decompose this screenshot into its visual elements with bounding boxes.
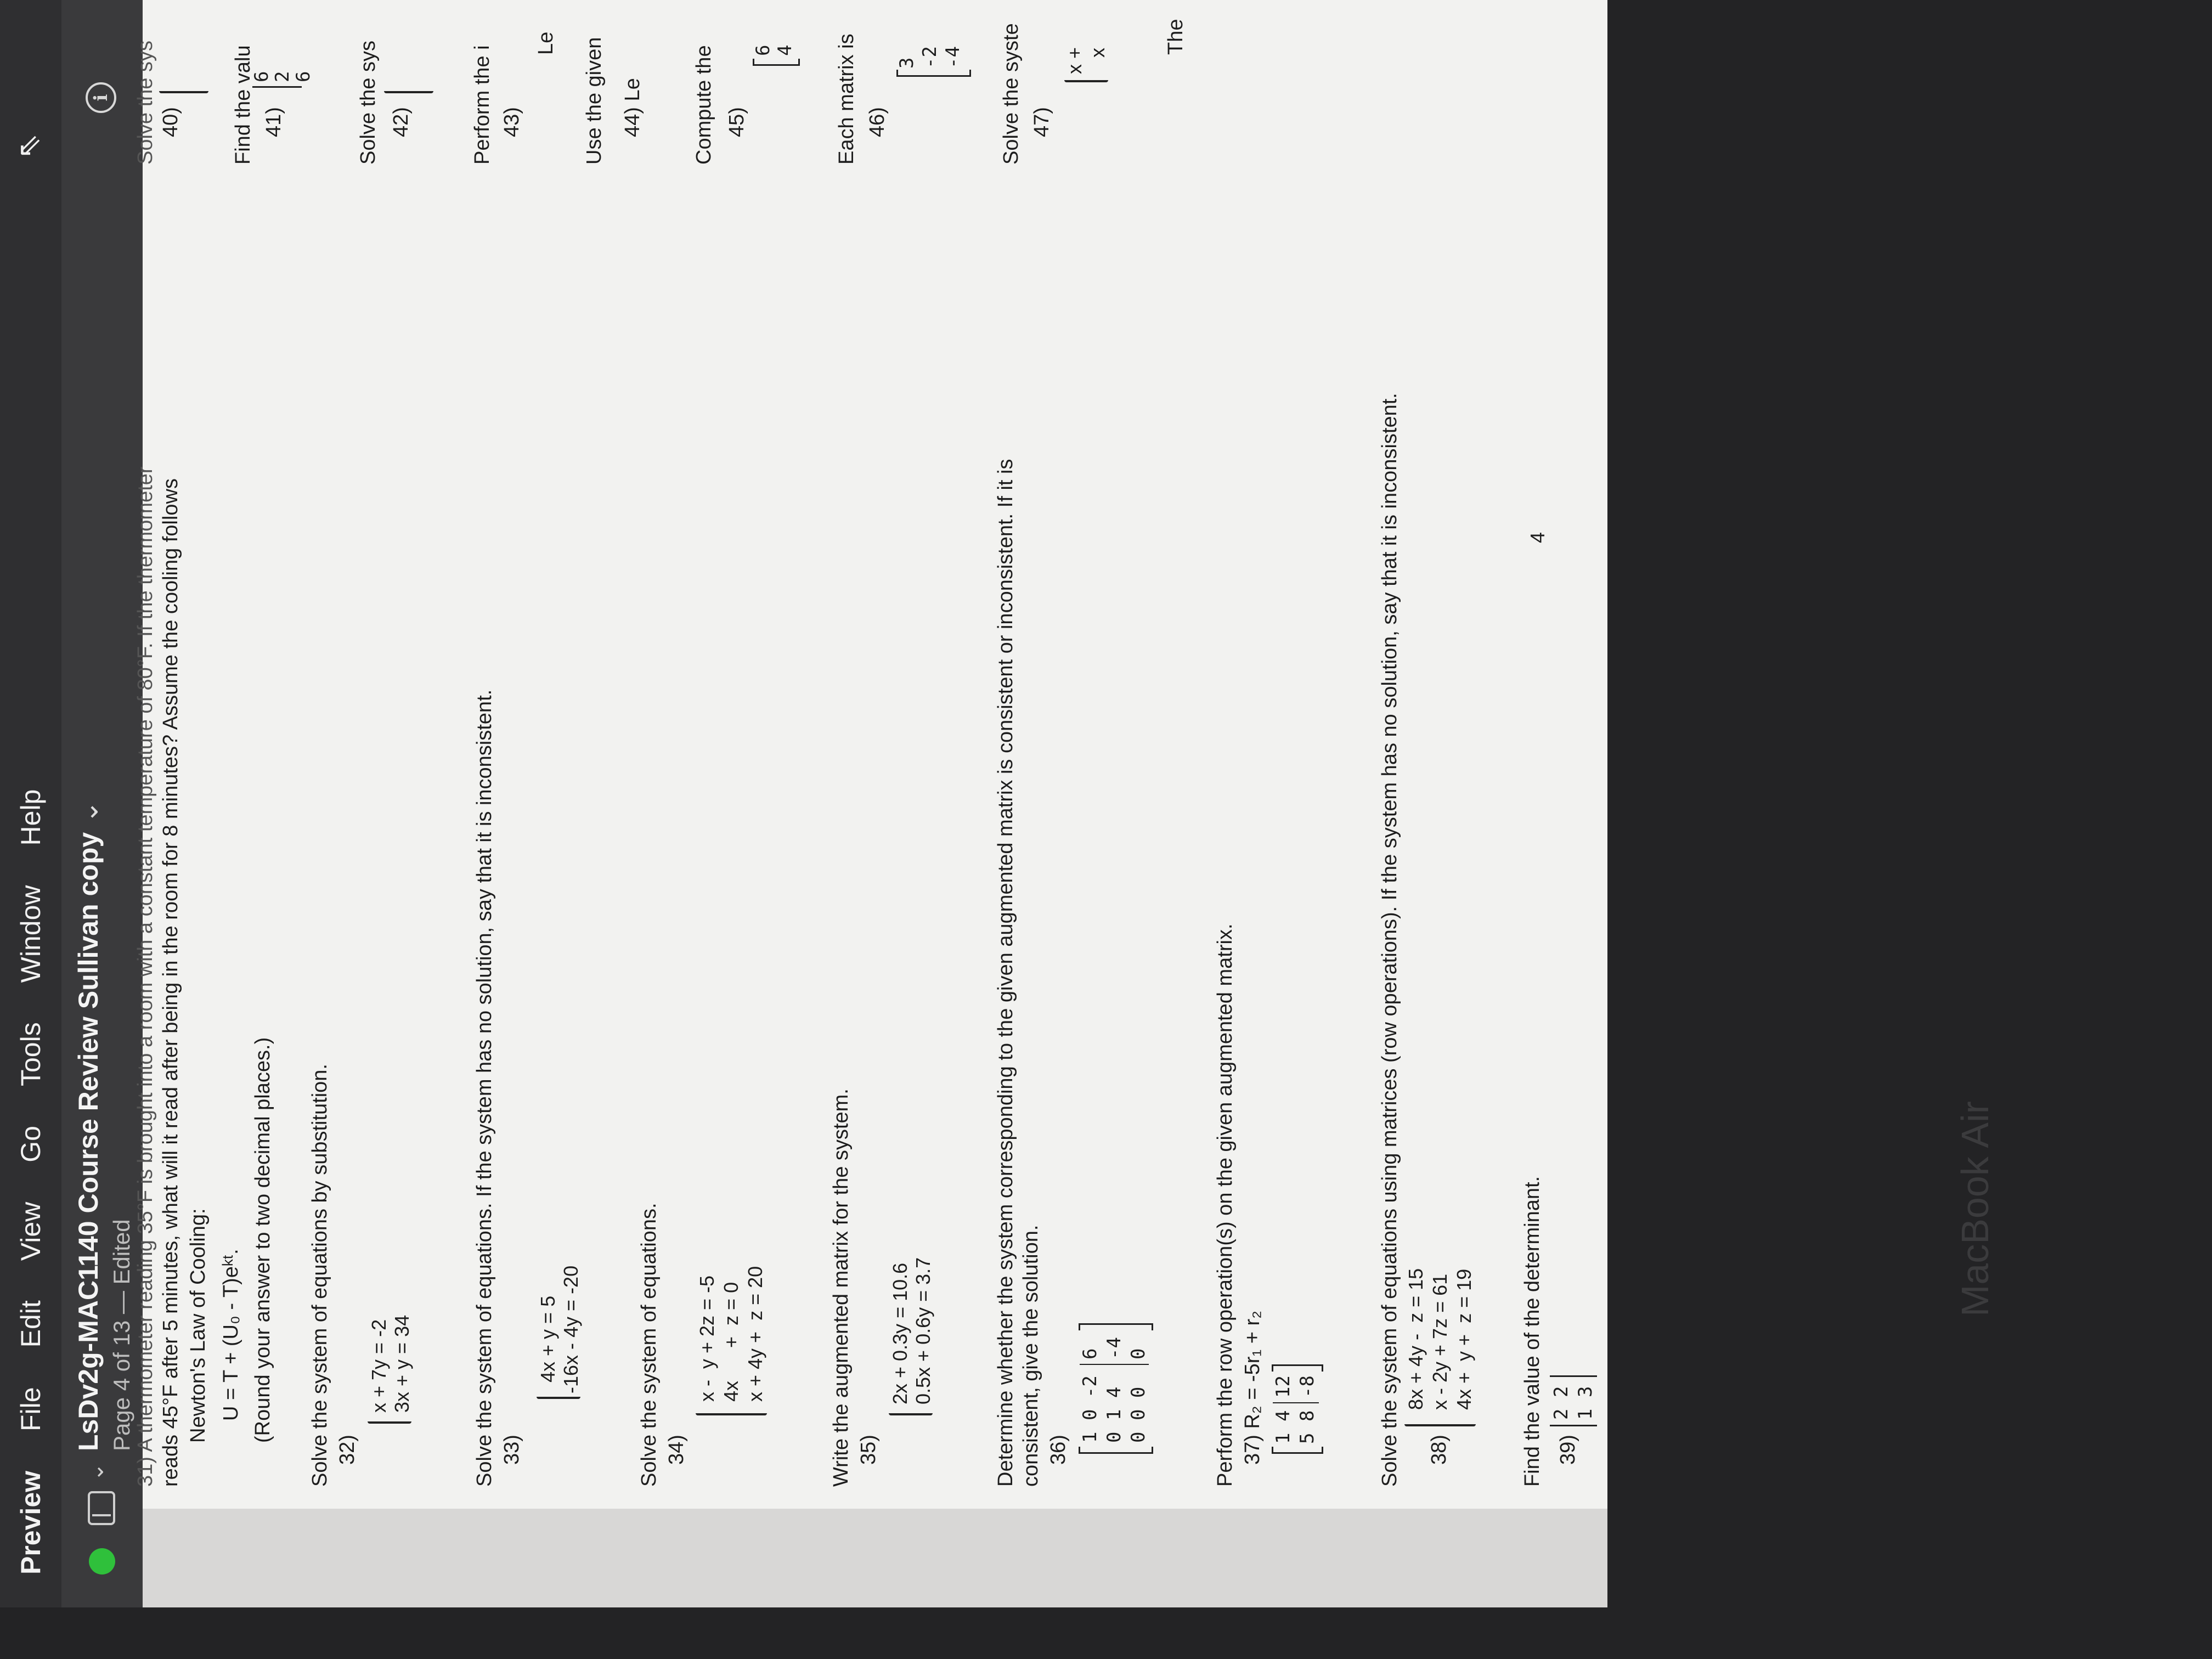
q34-equation-1: x - y + 2z = -5 bbox=[696, 1275, 718, 1402]
q37-row-2: 5 8 bbox=[1296, 1410, 1318, 1444]
q31-rounding-note: (Round your answer to two decimal places.) bbox=[251, 1037, 274, 1443]
q32-equation-1: x + 7y = -2 bbox=[368, 1319, 390, 1413]
col2-q46-cut-2: -2 bbox=[919, 46, 941, 69]
q32-number: 32) bbox=[336, 1435, 359, 1465]
q33-brace bbox=[537, 1397, 580, 1399]
col2-q40-number: 40) bbox=[159, 107, 182, 137]
col2-compute: Compute the bbox=[692, 45, 715, 165]
q33-equation-2: -16x - 4y = -20 bbox=[560, 1265, 582, 1393]
menu-window[interactable]: Window bbox=[15, 885, 46, 983]
q37-rhs-1: 12 bbox=[1272, 1375, 1294, 1398]
col2-q47-brace bbox=[1064, 80, 1108, 82]
col2-use-given: Use the given bbox=[583, 37, 606, 165]
q34-brace bbox=[696, 1413, 767, 1415]
q36-row-3: 0 0 0 bbox=[1127, 1386, 1149, 1443]
section-36-instructions-2: consistent, give the solution. bbox=[1019, 1224, 1042, 1487]
q31-text-2: Newton's Law of Cooling: bbox=[187, 1208, 210, 1443]
q39-bar-right bbox=[1550, 1375, 1597, 1377]
col2-q41-cut-2: 2 bbox=[272, 71, 294, 82]
q34-equation-3: x + 4y + z = 20 bbox=[744, 1266, 766, 1402]
q39-row-2: 1 3 bbox=[1575, 1386, 1596, 1420]
q35-number: 35) bbox=[857, 1435, 880, 1465]
col2-each-matrix: Each matrix is bbox=[835, 33, 858, 165]
q31-text: reads 45°F after 5 minutes, what will it read after being in the room for 8 minutes? Assume the cooling follows bbox=[159, 478, 182, 1487]
col2-q41-cut-1: 6 bbox=[251, 71, 273, 82]
col2-perform: Perform the i bbox=[471, 45, 494, 165]
col2-q41-number: 41) bbox=[262, 107, 285, 137]
col2-le-cut: Le bbox=[534, 31, 557, 55]
q32-brace bbox=[368, 1421, 411, 1424]
document-title-text: LsDv2g-MAC1140 Course Review Sullivan copy bbox=[73, 832, 104, 1451]
q37-rhs-2: -8 bbox=[1296, 1375, 1318, 1398]
document-subtitle: Page 4 of 13 — Edited bbox=[109, 1219, 134, 1451]
q34-number: 34) bbox=[665, 1435, 688, 1465]
col2-q47-cut-1: x + bbox=[1063, 47, 1086, 74]
mouse-pointer-icon: ⇖ bbox=[11, 133, 46, 159]
section-38-instructions: Solve the system of equations using matrices (row operations). If the system has no solution, say that it is inconsistent. bbox=[1378, 393, 1401, 1487]
q37-bracket-left bbox=[1272, 1447, 1323, 1454]
col2-q47-cut-2: x bbox=[1086, 48, 1109, 58]
col2-q46-number: 46) bbox=[866, 107, 889, 137]
menu-bar bbox=[0, 0, 61, 1607]
menu-help[interactable]: Help bbox=[15, 789, 46, 846]
col2-q41-cut-3: 6 bbox=[292, 71, 314, 82]
q39-row-1: 2 2 bbox=[1550, 1386, 1572, 1420]
document-title[interactable] bbox=[72, 800, 104, 1451]
q31-text-cut: 31) A thermometer reading 35°F is brought into a room with a constant temperature of 80°F. If the thermometer bbox=[134, 466, 157, 1487]
sidebar-toggle-icon[interactable] bbox=[88, 1491, 115, 1525]
menu-view[interactable]: View bbox=[15, 1201, 46, 1261]
col2-q42-number: 42) bbox=[390, 107, 413, 137]
col2-q46-cut-3: -4 bbox=[942, 46, 964, 69]
sidebar-chevron-icon[interactable]: ⌄ bbox=[84, 1463, 108, 1481]
col2-solve-system: Solve the sys bbox=[357, 41, 380, 165]
q39-bar-left bbox=[1550, 1425, 1597, 1426]
section-36-instructions: Determine whether the system corresponding to the given augmented matrix is consistent or inconsistent. If it is bbox=[994, 459, 1017, 1487]
col2-q40-brace bbox=[159, 91, 208, 93]
zoom-window-button[interactable] bbox=[89, 1548, 115, 1575]
q36-bracket-right bbox=[1079, 1323, 1153, 1330]
q38-equation-1: 8x + 4y - z = 15 bbox=[1404, 1268, 1427, 1410]
col2-q43-number: 43) bbox=[500, 107, 523, 137]
col2-solve-system-2: Solve the syste bbox=[1000, 23, 1023, 165]
q37-number: 37) R₂ = -5r₁ + r₂ bbox=[1241, 1311, 1264, 1465]
q36-row-2: 0 1 4 bbox=[1103, 1386, 1125, 1443]
q35-equation-1: 2x + 0.3y = 10.6 bbox=[889, 1262, 911, 1404]
menu-tools[interactable]: Tools bbox=[15, 1022, 46, 1087]
menu-go[interactable]: Go bbox=[15, 1126, 46, 1163]
col2-q45-bracket bbox=[753, 59, 800, 66]
col2-q44-number: 44) Le bbox=[621, 78, 644, 137]
menu-edit[interactable]: Edit bbox=[15, 1300, 46, 1348]
q35-equation-2: 0.5x + 0.6y = 3.7 bbox=[912, 1257, 934, 1404]
title-chevron-icon[interactable]: ⌄ bbox=[73, 800, 104, 823]
col2-find-value: Find the valu bbox=[232, 45, 255, 165]
col2-heading-cut: Solve the sys bbox=[134, 41, 157, 165]
q35-brace bbox=[889, 1413, 933, 1415]
q36-number: 36) bbox=[1047, 1435, 1070, 1465]
q36-bracket-left bbox=[1079, 1447, 1153, 1454]
q36-rhs-3: 0 bbox=[1127, 1348, 1149, 1359]
info-icon[interactable]: i bbox=[86, 82, 116, 113]
q36-rhs-1: 6 bbox=[1079, 1348, 1101, 1359]
q38-equation-3: 4x + y + z = 19 bbox=[1453, 1268, 1475, 1410]
col2-q46-bracket bbox=[896, 70, 971, 77]
section-39-instructions: Find the value of the determinant. bbox=[1521, 1176, 1544, 1487]
document-page bbox=[134, 0, 1607, 1509]
col2-q45-cut-1: 6 bbox=[752, 44, 774, 56]
q37-row-1: 1 4 bbox=[1272, 1410, 1294, 1444]
section-34-instructions: Solve the system of equations. bbox=[637, 1203, 661, 1487]
q37-bracket-right bbox=[1272, 1364, 1323, 1372]
window-title-bar bbox=[61, 0, 143, 1607]
section-35-instructions: Write the augmented matrix for the system. bbox=[830, 1088, 853, 1487]
col2-q45-cut-2: 4 bbox=[774, 44, 796, 56]
q38-number: 38) bbox=[1427, 1435, 1451, 1465]
q38-equation-2: x - 2y + 7z = 61 bbox=[1429, 1273, 1451, 1410]
q39-number: 39) bbox=[1556, 1435, 1579, 1465]
q38-brace bbox=[1404, 1424, 1476, 1426]
col2-the-cut: The bbox=[1164, 19, 1187, 55]
col2-q47-number: 47) bbox=[1030, 107, 1053, 137]
q32-equation-2: 3x + y = 34 bbox=[391, 1314, 413, 1413]
q33-equation-1: 4x + y = 5 bbox=[537, 1295, 559, 1383]
q37-divider bbox=[1273, 1402, 1319, 1403]
q34-equation-2: 4x + z = 0 bbox=[720, 1282, 742, 1402]
q36-row-1: 1 0 -2 bbox=[1079, 1375, 1101, 1443]
q33-number: 33) bbox=[500, 1435, 523, 1465]
section-32-instructions: Solve the system of equations by substitution. bbox=[308, 1064, 331, 1487]
page-number: 4 bbox=[1526, 532, 1549, 543]
col2-q41-bar bbox=[252, 86, 302, 88]
q36-divider bbox=[1080, 1364, 1149, 1365]
menu-file[interactable]: File bbox=[15, 1387, 46, 1431]
device-label: MacBook Air bbox=[1954, 1101, 1996, 1317]
menu-preview[interactable]: Preview bbox=[15, 1470, 46, 1575]
section-37-instructions: Perform the row operation(s) on the given augmented matrix. bbox=[1214, 923, 1237, 1487]
col2-q45-number: 45) bbox=[725, 107, 748, 137]
col2-q42-brace bbox=[384, 91, 433, 93]
section-33-instructions: Solve the system of equations. If the system has no solution, say that it is inconsistent. bbox=[473, 689, 496, 1487]
q31-formula: U = T + (U₀ - T)eᵏᵗ. bbox=[219, 1249, 242, 1421]
col2-q46-cut-1: 3 bbox=[896, 57, 918, 69]
q36-rhs-2: -4 bbox=[1103, 1337, 1125, 1359]
